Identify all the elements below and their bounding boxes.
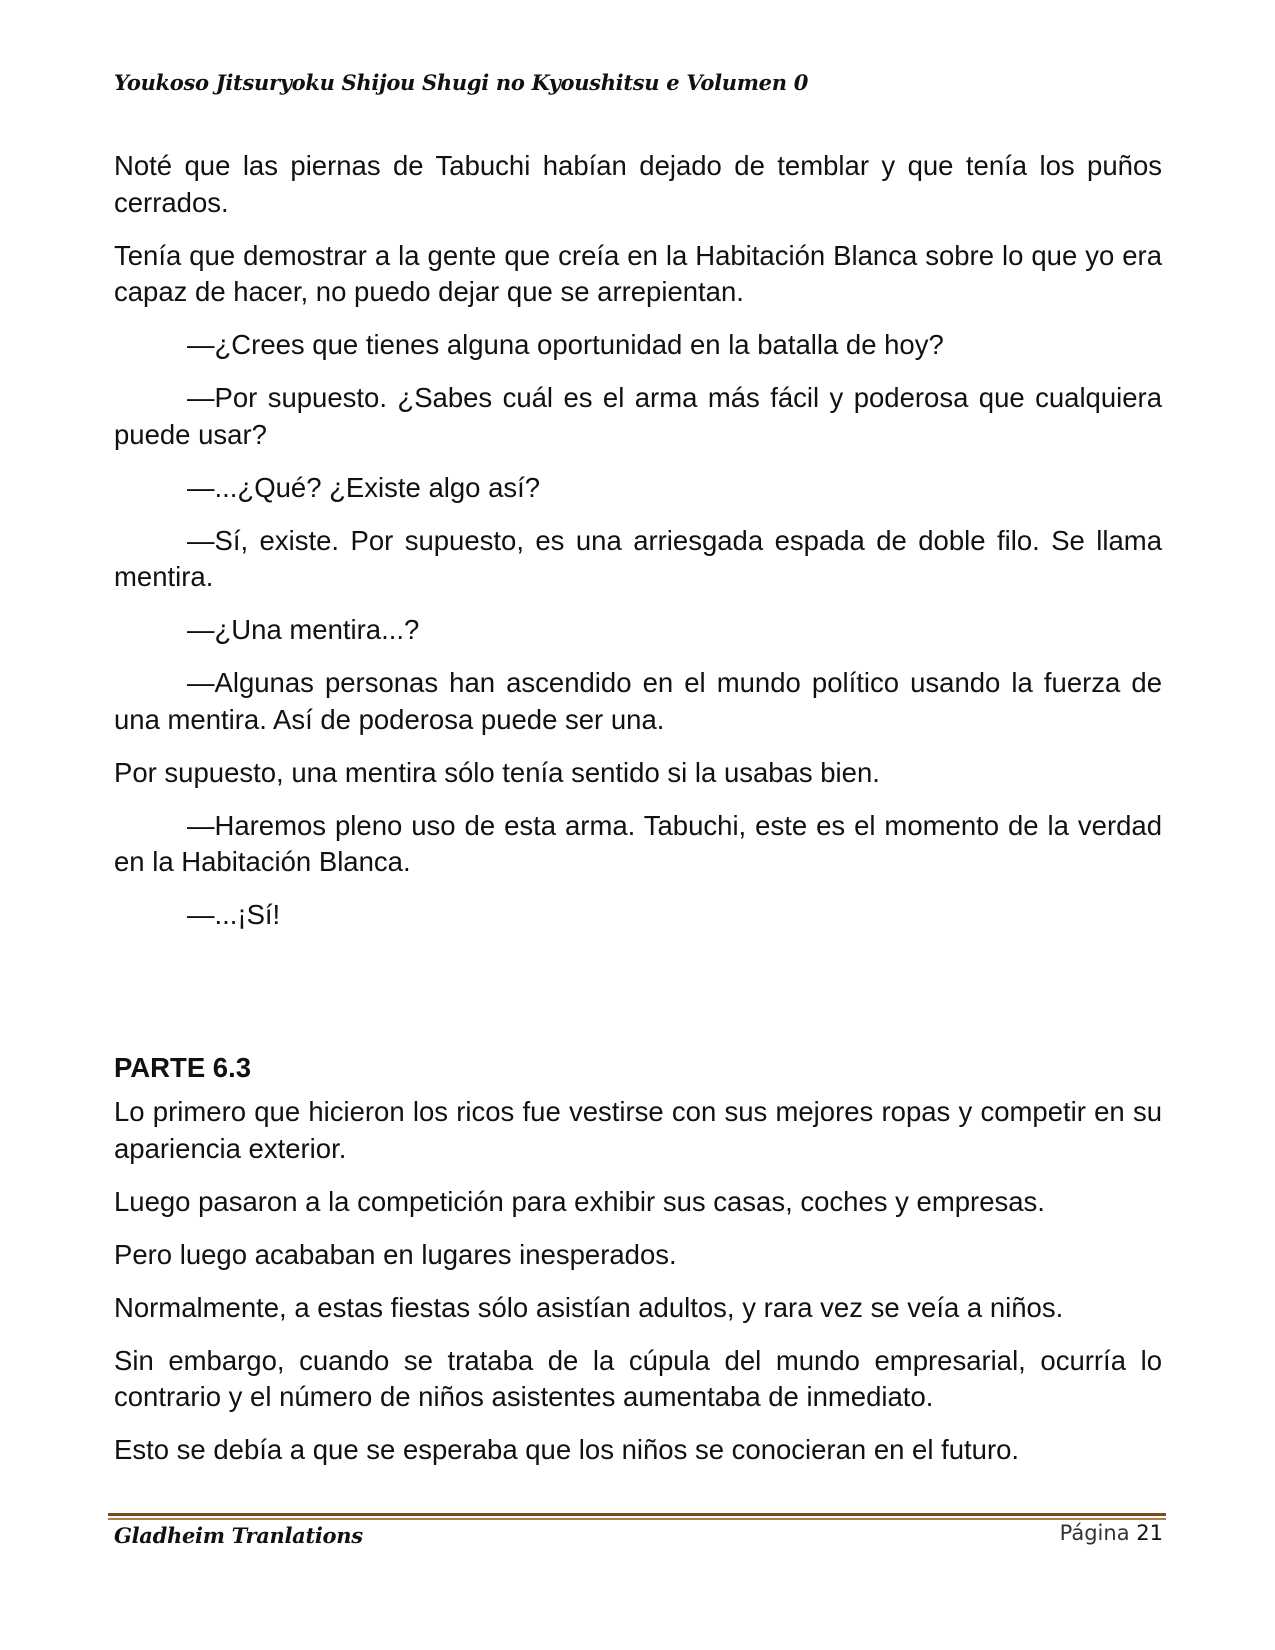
dialogue-line: —Sí, existe. Por supuesto, es una arriesgada espada de doble filo. Se llama mentira. [114,524,1162,592]
page-label: Página [1059,1521,1130,1545]
paragraph: Normalmente, a estas fiestas sólo asistían adultos, y rara vez se veía a niños. [114,1291,1064,1323]
paragraph: Esto se debía a que se esperaba que los niños se conocieran en el futuro. [114,1434,1020,1465]
dialogue-line: —Haremos pleno uso de esta arma. Tabuchi, este es el momento de la verdad en la Habitación Blanca. [114,809,1162,877]
paragraph: Sin embargo, cuando se trataba de la cúpula del mundo empresarial, ocurría lo contrario y el número de niños asistentes aumentaba de inmediato. [114,1344,1162,1412]
footer-rule-divider-thin [108,1518,1166,1520]
paragraph: Por supuesto, una mentira sólo tenía sentido si la usabas bien. [114,756,880,788]
dialogue-line: —¿Una mentira...? [187,614,420,645]
footer-credit: Gladheim Tranlations [114,1523,363,1548]
paragraph: Pero luego acababan en lugares inesperados. [114,1238,677,1270]
paragraph: Noté que las piernas de Tabuchi habían dejado de temblar y que tenía los puños cerrados. [114,150,1162,218]
paragraph: Luego pasaron a la competición para exhibir sus casas, coches y empresas. [114,1185,1045,1217]
dialogue-line: —Por supuesto. ¿Sabes cuál es el arma más fácil y poderosa que cualquiera puede usar? [114,382,1162,450]
footer-rule-divider [108,1513,1166,1516]
page-number-label [1060,1521,1163,1545]
paragraph: Lo primero que hicieron los ricos fue vestirse con sus mejores ropas y competir en su apariencia exterior. [114,1096,1162,1164]
dialogue-line: —Algunas personas han ascendido en el mundo político usando la fuerza de una mentira. Así de poderosa puede ser una. [114,667,1162,735]
dialogue-line: —...¿Qué? ¿Existe algo así? [187,471,541,503]
dialogue-line: —...¡Sí! [187,899,281,930]
page-body [114,148,1162,1485]
dialogue-line: —¿Crees que tienes alguna oportunidad en la batalla de hoy? [187,329,944,360]
running-header: Youkoso Jitsuryoku Shijou Shugi no Kyoushitsu e Volumen 0 [114,70,809,95]
page-number: 21 [1136,1521,1163,1545]
section-heading: PARTE 6.3 [114,1051,252,1083]
paragraph: Tenía que demostrar a la gente que creía en la Habitación Blanca sobre lo que yo era capaz de hacer, no puedo dejar que se arrepientan. [114,239,1162,307]
